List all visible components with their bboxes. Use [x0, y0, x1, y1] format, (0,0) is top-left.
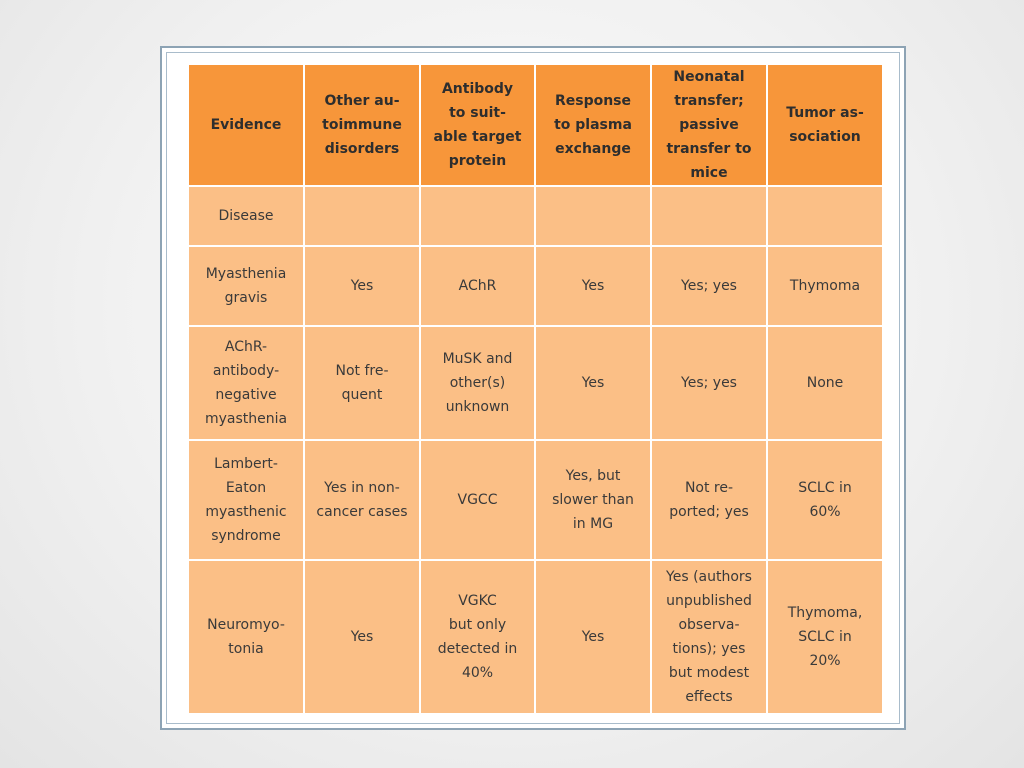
- table-cell: Yes; yes: [651, 246, 767, 326]
- table-cell: [304, 186, 420, 246]
- evidence-table: [187, 63, 884, 715]
- table-cell: Yes, but slower than in MG: [535, 440, 651, 560]
- row-label: Lambert- Eaton myasthenic syndrome: [188, 440, 304, 560]
- table-row: [188, 440, 883, 560]
- table-cell: [535, 186, 651, 246]
- table-row: [188, 326, 883, 440]
- table-cell: Yes: [535, 326, 651, 440]
- row-label: Myasthenia gravis: [188, 246, 304, 326]
- table-cell: AChR: [420, 246, 535, 326]
- table-cell: [651, 186, 767, 246]
- table-cell: Yes: [304, 246, 420, 326]
- row-label: AChR- antibody- negative myasthenia: [188, 326, 304, 440]
- header-evidence: Evidence: [188, 64, 304, 186]
- table-cell: [420, 186, 535, 246]
- header-tumor-association: Tumor as- sociation: [767, 64, 883, 186]
- table-row: [188, 186, 883, 246]
- table-cell: Yes; yes: [651, 326, 767, 440]
- header-other-autoimmune: Other au- toimmune disorders: [304, 64, 420, 186]
- table-cell: Yes in non- cancer cases: [304, 440, 420, 560]
- header-antibody: Antibody to suit- able target protein: [420, 64, 535, 186]
- header-plasma-exchange: Response to plasma exchange: [535, 64, 651, 186]
- table-cell: VGCC: [420, 440, 535, 560]
- table-row: [188, 560, 883, 714]
- table-cell: Thymoma: [767, 246, 883, 326]
- row-label: Neuromyo- tonia: [188, 560, 304, 714]
- table-cell: Yes (authors unpublished observa- tions); yes but modest effects: [651, 560, 767, 714]
- table-cell: Not re- ported; yes: [651, 440, 767, 560]
- header-neonatal-transfer: Neonatal transfer; passive transfer to mice: [651, 64, 767, 186]
- header-row: [188, 64, 883, 186]
- table-cell: Yes: [535, 560, 651, 714]
- table-cell: Yes: [304, 560, 420, 714]
- row-label: Disease: [188, 186, 304, 246]
- table-cell: Yes: [535, 246, 651, 326]
- table-cell: VGKC but only detected in 40%: [420, 560, 535, 714]
- table-row: [188, 246, 883, 326]
- table-cell: None: [767, 326, 883, 440]
- table-cell: Not fre- quent: [304, 326, 420, 440]
- table-cell: Thymoma, SCLC in 20%: [767, 560, 883, 714]
- table-cell: SCLC in 60%: [767, 440, 883, 560]
- table-cell: [767, 186, 883, 246]
- table-cell: MuSK and other(s) unknown: [420, 326, 535, 440]
